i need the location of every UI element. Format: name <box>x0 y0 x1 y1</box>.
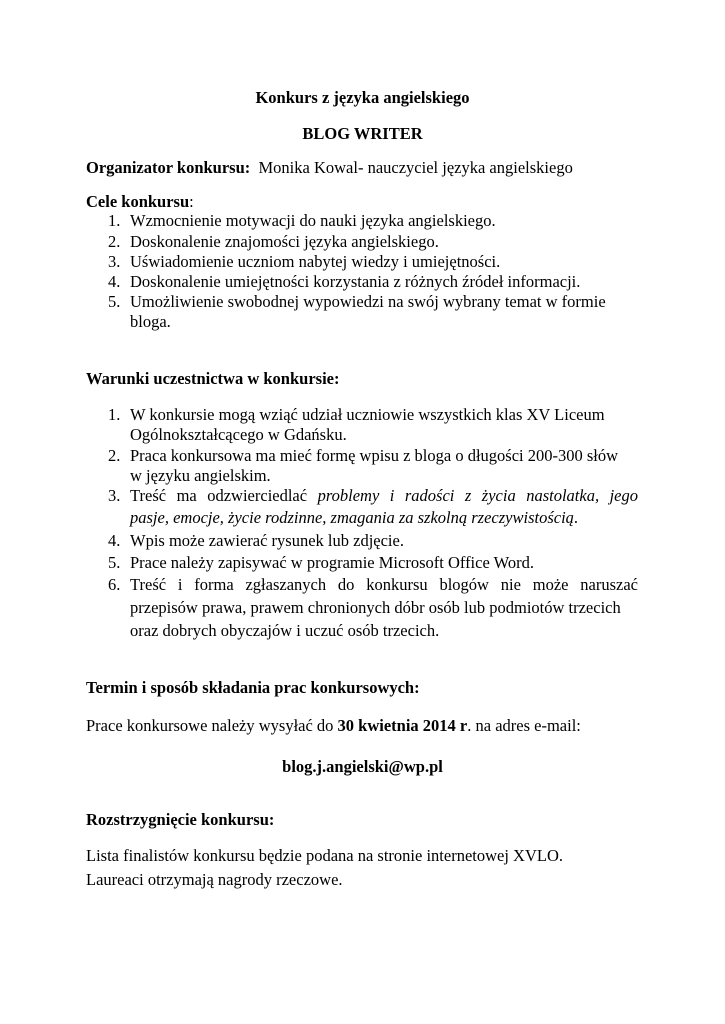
goal-item: Umożliwienie swobodnej wypowiedzi na swój wybrany temat w formie <box>130 292 606 311</box>
goal-number: 5. <box>108 292 121 311</box>
organizer-line <box>86 158 573 178</box>
condition-item <box>130 486 638 506</box>
condition-item-continued: Ogólnokształcącego w Gdańsku. <box>130 425 347 444</box>
condition-item: Wpis może zawierać rysunek lub zdjęcie. <box>130 531 404 550</box>
goals-heading-text: Cele konkursu <box>86 192 190 211</box>
goal-number: 3. <box>108 252 121 271</box>
goal-item: Doskonalenie umiejętności korzystania z różnych źródeł informacji. <box>130 272 581 291</box>
goal-number: 4. <box>108 272 121 291</box>
condition-item: W konkursie mogą wziąć udział uczniowie wszystkich klas XV Liceum <box>130 405 605 424</box>
condition-item-continued: w języku angielskim. <box>130 466 271 485</box>
condition-item-continued <box>130 508 578 528</box>
condition-item: Praca konkursowa ma mieć formę wpisu z bloga o długości 200-300 słów <box>130 446 619 465</box>
goal-number: 2. <box>108 232 121 251</box>
condition-number: 6. <box>108 575 121 594</box>
condition-item-continued: oraz dobrych obyczajów i uczuć osób trzecich. <box>130 621 440 640</box>
contest-email: blog.j.angielski@wp.pl <box>282 757 443 776</box>
goal-item: Doskonalenie znajomości języka angielskiego. <box>130 232 439 251</box>
goal-item: Uświadomienie uczniom nabytej wiedzy i umiejętności. <box>130 252 501 271</box>
deadline-heading: Termin i sposób składania prac konkursowych: <box>86 678 420 697</box>
condition-item: Treść i forma zgłaszanych do konkursu blogów nie może naruszać <box>130 575 638 594</box>
organizer-label: Organizator konkursu: <box>86 158 251 177</box>
results-line: Lista finalistów konkursu będzie podana na stronie internetowej XVLO. <box>86 846 564 865</box>
condition-item-italic-continued: pasje, emocje, życie rodzinne, zmagania za szkolną rzeczywistością <box>130 508 574 527</box>
condition-item: Prace należy zapisywać w programie Microsoft Office Word. <box>130 553 534 572</box>
deadline-text <box>86 716 581 736</box>
document-subtitle: BLOG WRITER <box>302 124 423 143</box>
organizer-value: Monika Kowal- nauczyciel języka angielskiego <box>258 158 573 177</box>
condition-number: 3. <box>108 486 121 505</box>
results-line: Laureaci otrzymają nagrody rzeczowe. <box>86 870 343 889</box>
goal-number: 1. <box>108 211 121 230</box>
goal-item: Wzmocnienie motywacji do nauki języka angielskiego. <box>130 211 496 230</box>
goals-heading <box>86 192 194 212</box>
goals-heading-colon: : <box>189 192 194 211</box>
condition-item-continued: przepisów prawa, prawem chronionych dóbr osób lub podmiotów trzecich <box>130 598 621 617</box>
condition-item-italic: problemy i radości z życia nastolatka, jego <box>317 486 638 505</box>
condition-number: 1. <box>108 405 121 424</box>
condition-item-end: . <box>573 508 579 527</box>
deadline-text-after: . na adres e-mail: <box>467 716 581 735</box>
condition-number: 4. <box>108 531 121 550</box>
condition-number: 2. <box>108 446 121 465</box>
results-heading: Rozstrzygnięcie konkursu: <box>86 810 275 829</box>
deadline-text-before: Prace konkursowe należy wysyłać do <box>86 716 338 735</box>
deadline-date: 30 kwietnia 2014 r <box>337 716 468 735</box>
goal-item-continued: bloga. <box>130 312 171 331</box>
condition-number: 5. <box>108 553 121 572</box>
document-title: Konkurs z języka angielskiego <box>255 88 470 107</box>
conditions-heading: Warunki uczestnictwa w konkursie: <box>86 369 340 388</box>
condition-item-lead: Treść ma odzwierciedlać <box>130 486 308 505</box>
